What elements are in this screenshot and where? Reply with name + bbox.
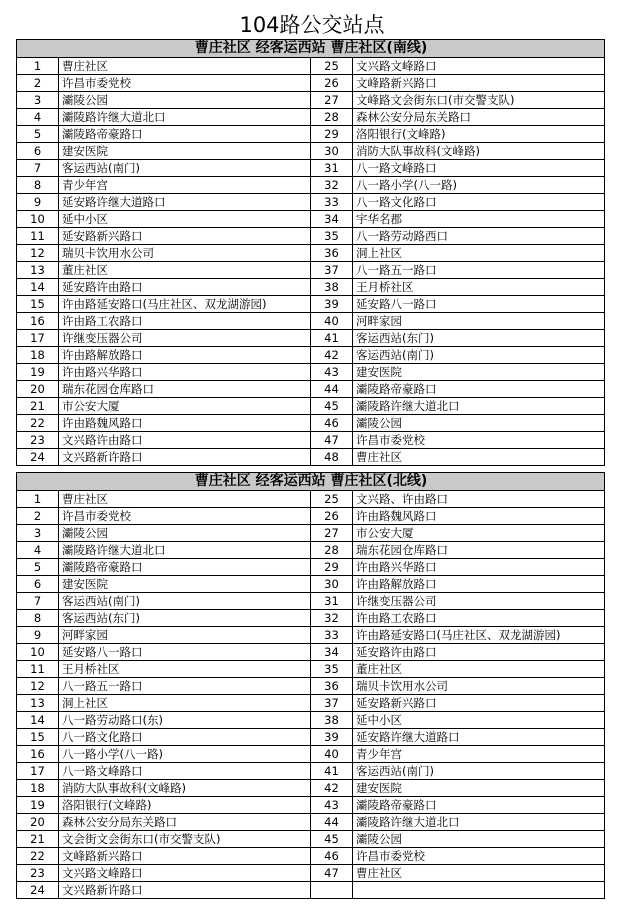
station-name: 许由路解放路口 <box>353 576 605 593</box>
station-name: 许昌市委党校 <box>59 508 311 525</box>
station-name: 瑞贝卡饮用水公司 <box>353 678 605 695</box>
station-number: 33 <box>311 627 353 644</box>
table-row <box>17 347 605 364</box>
station-name: 八一路五一路口 <box>353 262 605 279</box>
station-name: 延安路八一路口 <box>353 296 605 313</box>
station-name: 许由路解放路口 <box>59 347 311 364</box>
station-number: 10 <box>17 644 59 661</box>
station-number: 38 <box>311 279 353 296</box>
station-number: 46 <box>311 848 353 865</box>
station-number: 46 <box>311 415 353 432</box>
station-name: 洞上社区 <box>59 695 311 712</box>
station-number: 1 <box>17 491 59 508</box>
station-name: 建安医院 <box>353 364 605 381</box>
station-name: 延中小区 <box>59 211 311 228</box>
station-number: 20 <box>17 381 59 398</box>
station-name <box>353 882 605 899</box>
station-number: 28 <box>311 542 353 559</box>
station-number: 26 <box>311 508 353 525</box>
station-number: 41 <box>311 330 353 347</box>
station-name: 文峰路新兴路口 <box>353 75 605 92</box>
station-name: 许昌市委党校 <box>59 75 311 92</box>
station-number: 13 <box>17 262 59 279</box>
station-name: 文兴路文峰路口 <box>353 58 605 75</box>
station-number: 1 <box>17 58 59 75</box>
station-number: 24 <box>17 882 59 899</box>
station-number: 30 <box>311 143 353 160</box>
station-number: 10 <box>17 211 59 228</box>
station-number: 21 <box>17 398 59 415</box>
station-name: 许昌市委党校 <box>353 848 605 865</box>
station-number: 6 <box>17 576 59 593</box>
station-name: 许由路工农路口 <box>353 610 605 627</box>
station-name: 文兴路新许路口 <box>59 449 311 466</box>
table-row <box>17 729 605 746</box>
station-name: 建安医院 <box>59 576 311 593</box>
station-number: 20 <box>17 814 59 831</box>
station-number: 21 <box>17 831 59 848</box>
table-row <box>17 262 605 279</box>
station-name: 许继变压器公司 <box>353 593 605 610</box>
station-name: 洞上社区 <box>353 245 605 262</box>
table-row <box>17 143 605 160</box>
north-line-section <box>16 472 604 899</box>
station-name: 延安路许由路口 <box>353 644 605 661</box>
station-number: 14 <box>17 279 59 296</box>
station-name: 延中小区 <box>353 712 605 729</box>
table-row <box>17 381 605 398</box>
station-name: 灞陵路许继大道北口 <box>59 109 311 126</box>
table-row <box>17 330 605 347</box>
station-number: 47 <box>311 432 353 449</box>
station-number: 16 <box>17 313 59 330</box>
station-number: 3 <box>17 92 59 109</box>
station-number: 2 <box>17 508 59 525</box>
table-row <box>17 415 605 432</box>
station-name: 八一路五一路口 <box>59 678 311 695</box>
station-number: 45 <box>311 831 353 848</box>
station-name: 延安路八一路口 <box>59 644 311 661</box>
north-line-heading: 曹庄社区 经客运西站 曹庄社区(北线) <box>17 473 605 491</box>
station-name: 八一路文峰路口 <box>59 763 311 780</box>
station-number: 39 <box>311 296 353 313</box>
station-name: 文兴路新许路口 <box>59 882 311 899</box>
station-number: 5 <box>17 126 59 143</box>
station-number: 13 <box>17 695 59 712</box>
station-number: 40 <box>311 746 353 763</box>
station-name: 曹庄社区 <box>353 865 605 882</box>
station-name: 曹庄社区 <box>59 58 311 75</box>
station-number: 6 <box>17 143 59 160</box>
station-name: 灞陵路许继大道北口 <box>353 814 605 831</box>
station-name: 八一路劳动路口(东) <box>59 712 311 729</box>
station-name: 灞陵路许继大道北口 <box>59 542 311 559</box>
station-number: 27 <box>311 92 353 109</box>
table-row <box>17 160 605 177</box>
station-name: 瑞贝卡饮用水公司 <box>59 245 311 262</box>
station-number: 5 <box>17 559 59 576</box>
station-number: 32 <box>311 610 353 627</box>
table-row <box>17 865 605 882</box>
station-name: 文兴路许由路口 <box>59 432 311 449</box>
station-number: 37 <box>311 262 353 279</box>
station-number: 37 <box>311 695 353 712</box>
station-name: 延安路许由路口 <box>59 279 311 296</box>
station-number: 43 <box>311 797 353 814</box>
station-number: 48 <box>311 449 353 466</box>
station-name: 许由路魏风路口 <box>353 508 605 525</box>
table-row <box>17 848 605 865</box>
station-name: 八一路文峰路口 <box>353 160 605 177</box>
station-name: 许由路工农路口 <box>59 313 311 330</box>
table-row <box>17 398 605 415</box>
station-number: 28 <box>311 109 353 126</box>
table-row <box>17 763 605 780</box>
station-name: 灞陵路帝豪路口 <box>353 381 605 398</box>
station-number: 36 <box>311 245 353 262</box>
table-row <box>17 525 605 542</box>
station-number: 44 <box>311 381 353 398</box>
table-row <box>17 432 605 449</box>
station-name: 王月桥社区 <box>353 279 605 296</box>
station-name: 灞陵公园 <box>353 415 605 432</box>
station-number: 19 <box>17 364 59 381</box>
table-row <box>17 177 605 194</box>
station-number: 4 <box>17 109 59 126</box>
station-number: 11 <box>17 661 59 678</box>
table-row <box>17 695 605 712</box>
station-name: 灞陵公园 <box>59 525 311 542</box>
station-number: 22 <box>17 415 59 432</box>
table-row <box>17 92 605 109</box>
station-number: 22 <box>17 848 59 865</box>
station-name: 瑞东花园仓库路口 <box>353 542 605 559</box>
station-number: 45 <box>311 398 353 415</box>
table-row <box>17 109 605 126</box>
station-number: 18 <box>17 780 59 797</box>
station-name: 八一路文化路口 <box>353 194 605 211</box>
station-name: 许由路魏风路口 <box>59 415 311 432</box>
station-number: 34 <box>311 211 353 228</box>
station-number: 42 <box>311 780 353 797</box>
station-number: 11 <box>17 228 59 245</box>
station-name: 延安路许继大道路口 <box>353 729 605 746</box>
station-number: 27 <box>311 525 353 542</box>
station-number: 35 <box>311 228 353 245</box>
table-row <box>17 712 605 729</box>
table-row <box>17 559 605 576</box>
station-number: 32 <box>311 177 353 194</box>
table-row <box>17 661 605 678</box>
station-number: 12 <box>17 678 59 695</box>
station-number: 42 <box>311 347 353 364</box>
table-row <box>17 449 605 466</box>
station-number: 17 <box>17 763 59 780</box>
station-number: 36 <box>311 678 353 695</box>
table-row <box>17 780 605 797</box>
station-number: 7 <box>17 593 59 610</box>
table-row <box>17 576 605 593</box>
station-number: 31 <box>311 593 353 610</box>
station-name: 八一路小学(八一路) <box>353 177 605 194</box>
station-name: 曹庄社区 <box>59 491 311 508</box>
station-number: 14 <box>17 712 59 729</box>
station-name: 许由路兴华路口 <box>353 559 605 576</box>
station-name: 消防大队事故科(文峰路) <box>353 143 605 160</box>
station-number: 29 <box>311 559 353 576</box>
table-row <box>17 211 605 228</box>
station-name: 文峰路新兴路口 <box>59 848 311 865</box>
station-number: 34 <box>311 644 353 661</box>
table-row <box>17 245 605 262</box>
station-number: 19 <box>17 797 59 814</box>
station-name: 八一路文化路口 <box>59 729 311 746</box>
table-row <box>17 542 605 559</box>
station-name: 八一路小学(八一路) <box>59 746 311 763</box>
station-number: 8 <box>17 177 59 194</box>
station-number: 7 <box>17 160 59 177</box>
table-row <box>17 58 605 75</box>
station-number: 40 <box>311 313 353 330</box>
station-name: 青少年宫 <box>59 177 311 194</box>
station-name: 延安路新兴路口 <box>353 695 605 712</box>
station-name: 河畔家园 <box>353 313 605 330</box>
station-name: 灞陵路帝豪路口 <box>353 797 605 814</box>
south-line-table <box>16 39 605 466</box>
station-number: 17 <box>17 330 59 347</box>
station-name: 市公安大厦 <box>353 525 605 542</box>
table-row <box>17 831 605 848</box>
station-name: 八一路劳动路西口 <box>353 228 605 245</box>
station-name: 宇华名郡 <box>353 211 605 228</box>
station-name: 森林公安分局东关路口 <box>59 814 311 831</box>
station-number: 23 <box>17 865 59 882</box>
table-row <box>17 75 605 92</box>
station-number: 43 <box>311 364 353 381</box>
table-row <box>17 296 605 313</box>
station-name: 建安医院 <box>59 143 311 160</box>
station-number: 15 <box>17 729 59 746</box>
station-number: 24 <box>17 449 59 466</box>
station-number: 25 <box>311 58 353 75</box>
station-name: 客运西站(东门) <box>353 330 605 347</box>
station-name: 河畔家园 <box>59 627 311 644</box>
station-number: 15 <box>17 296 59 313</box>
station-number: 33 <box>311 194 353 211</box>
station-name: 客运西站(东门) <box>59 610 311 627</box>
table-row <box>17 491 605 508</box>
station-name: 文兴路、许由路口 <box>353 491 605 508</box>
table-row <box>17 126 605 143</box>
table-row <box>17 279 605 296</box>
station-name: 洛阳银行(文峰路) <box>353 126 605 143</box>
table-row <box>17 797 605 814</box>
station-name: 客运西站(南门) <box>59 160 311 177</box>
station-number: 47 <box>311 865 353 882</box>
station-name: 灞陵路帝豪路口 <box>59 126 311 143</box>
station-number: 29 <box>311 126 353 143</box>
station-name: 许继变压器公司 <box>59 330 311 347</box>
station-number: 4 <box>17 542 59 559</box>
north-line-table <box>16 472 605 899</box>
station-name: 客运西站(南门) <box>353 347 605 364</box>
station-number: 26 <box>311 75 353 92</box>
station-number: 30 <box>311 576 353 593</box>
station-name: 延安路许继大道路口 <box>59 194 311 211</box>
table-row <box>17 593 605 610</box>
station-name: 许由路兴华路口 <box>59 364 311 381</box>
table-row <box>17 364 605 381</box>
station-name: 瑞东花园仓库路口 <box>59 381 311 398</box>
station-name: 文会街文会街东口(市交警支队) <box>59 831 311 848</box>
station-name: 客运西站(南门) <box>59 593 311 610</box>
station-number: 31 <box>311 160 353 177</box>
table-row <box>17 228 605 245</box>
station-name: 灞陵路许继大道北口 <box>353 398 605 415</box>
station-name: 灞陵路帝豪路口 <box>59 559 311 576</box>
station-number: 8 <box>17 610 59 627</box>
station-number <box>311 882 353 899</box>
station-number: 23 <box>17 432 59 449</box>
table-row <box>17 814 605 831</box>
table-row <box>17 508 605 525</box>
station-name: 建安医院 <box>353 780 605 797</box>
station-number: 35 <box>311 661 353 678</box>
page-title: 104路公交站点 <box>239 13 385 37</box>
station-name: 董庄社区 <box>59 262 311 279</box>
station-name: 曹庄社区 <box>353 449 605 466</box>
south-line-section <box>16 39 604 466</box>
station-name: 森林公安分局东关路口 <box>353 109 605 126</box>
table-row <box>17 610 605 627</box>
station-number: 25 <box>311 491 353 508</box>
station-number: 41 <box>311 763 353 780</box>
station-name: 灞陵公园 <box>59 92 311 109</box>
station-name: 客运西站(南门) <box>353 763 605 780</box>
station-name: 市公安大厦 <box>59 398 311 415</box>
station-number: 39 <box>311 729 353 746</box>
station-number: 18 <box>17 347 59 364</box>
station-name: 延安路新兴路口 <box>59 228 311 245</box>
table-row <box>17 627 605 644</box>
station-number: 9 <box>17 194 59 211</box>
table-row <box>17 644 605 661</box>
station-number: 12 <box>17 245 59 262</box>
table-row <box>17 194 605 211</box>
station-name: 许昌市委党校 <box>353 432 605 449</box>
station-name: 青少年宫 <box>353 746 605 763</box>
station-name: 许由路延安路口(马庄社区、双龙湖游园) <box>353 627 605 644</box>
station-name: 消防大队事故科(文峰路) <box>59 780 311 797</box>
station-name: 许由路延安路口(马庄社区、双龙湖游园) <box>59 296 311 313</box>
station-number: 44 <box>311 814 353 831</box>
station-number: 3 <box>17 525 59 542</box>
table-row <box>17 746 605 763</box>
station-name: 王月桥社区 <box>59 661 311 678</box>
station-number: 16 <box>17 746 59 763</box>
table-row <box>17 882 605 899</box>
table-row <box>17 678 605 695</box>
station-name: 董庄社区 <box>353 661 605 678</box>
station-name: 文兴路文峰路口 <box>59 865 311 882</box>
table-row <box>17 313 605 330</box>
station-name: 洛阳银行(文峰路) <box>59 797 311 814</box>
station-name: 灞陵公园 <box>353 831 605 848</box>
station-number: 38 <box>311 712 353 729</box>
south-line-heading: 曹庄社区 经客运西站 曹庄社区(南线) <box>17 40 605 58</box>
station-name: 文峰路文会街东口(市交警支队) <box>353 92 605 109</box>
station-number: 9 <box>17 627 59 644</box>
station-number: 2 <box>17 75 59 92</box>
